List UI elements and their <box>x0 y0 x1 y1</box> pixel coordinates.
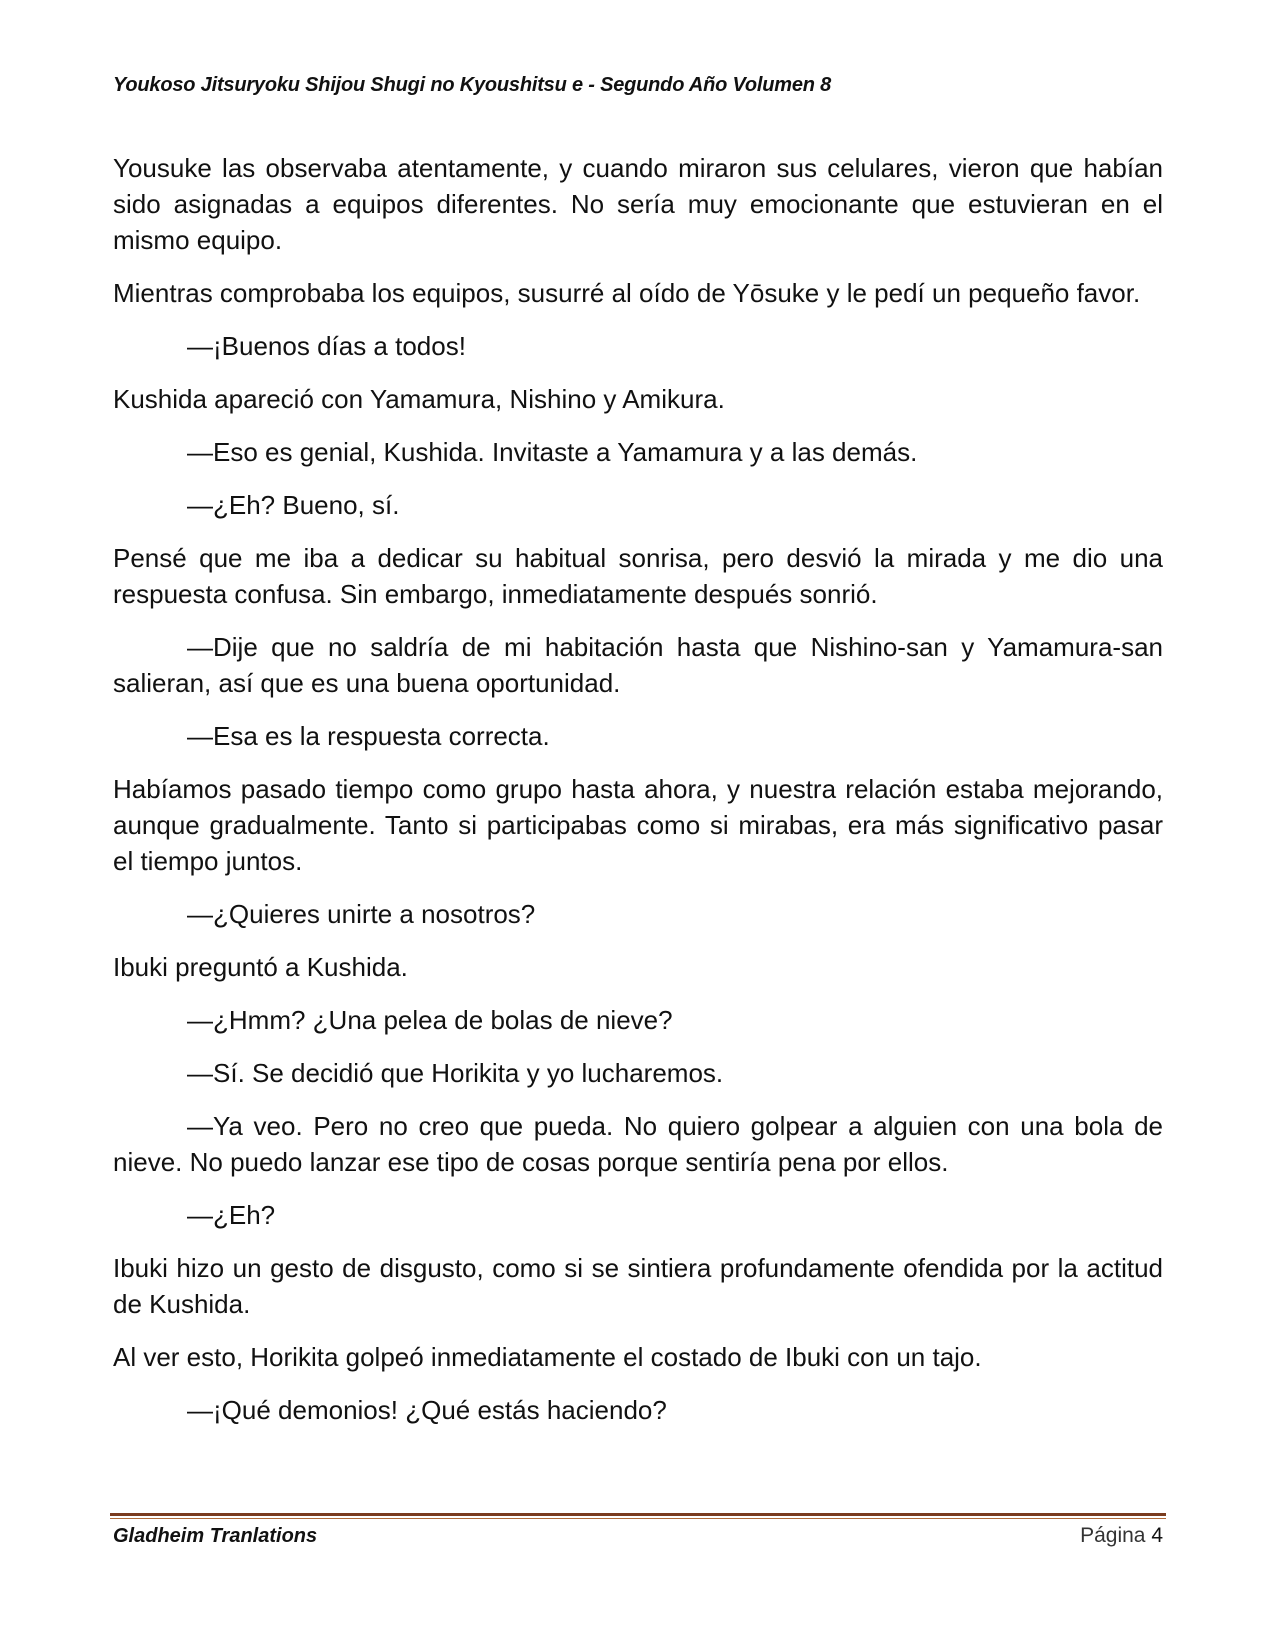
dialogue-line: —¡Buenos días a todos! <box>187 331 466 361</box>
paragraph-1: Yousuke las observaba atentamente, y cuando miraron sus celulares, vieron que habían sido asignadas a equipos diferentes. No sería muy emocionante que estuvieran en el mismo equipo. <box>113 153 1163 255</box>
paragraph-2: Mientras comprobaba los equipos, susurré al oído de Yōsuke y le pedí un pequeño favor. <box>113 278 1141 308</box>
paragraph-18: Al ver esto, Horikita golpeó inmediatamente el costado de Ibuki con un tajo. <box>113 1342 982 1372</box>
footer-divider <box>110 1513 1166 1516</box>
paragraph-12: Ibuki preguntó a Kushida. <box>113 952 408 982</box>
paragraph-4: Kushida apareció con Yamamura, Nishino y Amikura. <box>113 384 725 414</box>
paragraph-17: Ibuki hizo un gesto de disgusto, como si se sintiera profundamente ofendida por la actitud de Kushida. <box>113 1253 1163 1319</box>
footer-divider-thin <box>110 1518 1166 1519</box>
dialogue-line: —¿Eh? <box>187 1200 276 1230</box>
footer-publisher: Gladheim Tranlations <box>113 1525 318 1547</box>
page-number: 4 <box>1151 1524 1163 1547</box>
page-label: Página <box>1080 1524 1146 1547</box>
dialogue-line: —¿Hmm? ¿Una pelea de bolas de nieve? <box>187 1005 673 1035</box>
paragraph-7: Pensé que me iba a dedicar su habitual sonrisa, pero desvió la mirada y me dio una respuesta confusa. Sin embargo, inmediatamente después sonrió. <box>113 543 1163 609</box>
dialogue-line: —Esa es la respuesta correcta. <box>187 721 550 751</box>
dialogue-line: —¿Quieres unirte a nosotros? <box>187 899 536 929</box>
dialogue-line: —Ya veo. Pero no creo que pueda. No quiero golpear a alguien con una bola de nieve. No puedo lanzar ese tipo de cosas porque sentiría pena por ellos. <box>113 1111 1163 1177</box>
dialogue-line: —¡Qué demonios! ¿Qué estás haciendo? <box>187 1395 667 1425</box>
page-body <box>113 150 1163 1445</box>
dialogue-line: —Eso es genial, Kushida. Invitaste a Yamamura y a las demás. <box>187 437 918 467</box>
page-number-block <box>1080 1524 1163 1548</box>
dialogue-line: —Dije que no saldría de mi habitación hasta que Nishino-san y Yamamura-san salieran, así que es una buena oportunidad. <box>113 632 1163 698</box>
paragraph-10: Habíamos pasado tiempo como grupo hasta ahora, y nuestra relación estaba mejorando, aunque gradualmente. Tanto si participabas como si mirabas, era más significativo pasar el tiempo juntos. <box>113 774 1163 876</box>
running-header: Youkoso Jitsuryoku Shijou Shugi no Kyoushitsu e - Segundo Año Volumen 8 <box>113 74 832 96</box>
dialogue-line: —Sí. Se decidió que Horikita y yo lucharemos. <box>187 1058 724 1088</box>
dialogue-line: —¿Eh? Bueno, sí. <box>187 490 400 520</box>
